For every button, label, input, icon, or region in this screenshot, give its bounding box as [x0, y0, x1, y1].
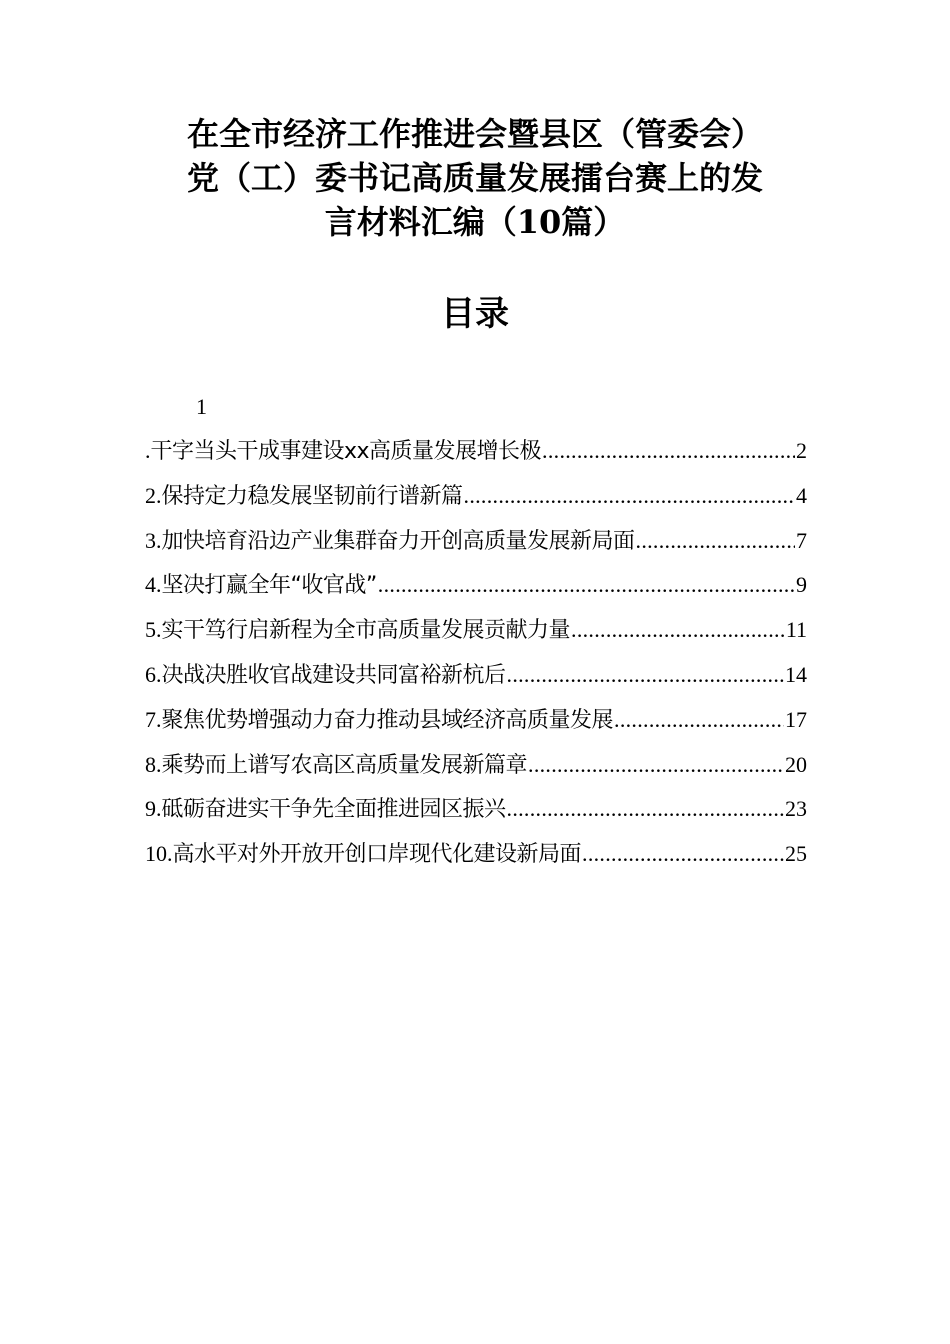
toc-heading: 目录 — [441, 294, 509, 334]
toc-entry-number: 10. — [145, 841, 173, 867]
toc-entry-page: 7 — [796, 527, 807, 553]
toc-entry[interactable] — [145, 613, 807, 658]
toc-entry-title: 坚决打赢全年“收官战” — [161, 573, 377, 599]
toc-entry-number: 7. — [145, 706, 162, 732]
toc-entry-page: 14 — [785, 661, 807, 687]
toc-entry-title: 砥砺奋进实干争先全面推进园区振兴 — [161, 797, 506, 823]
toc-entry-number: 8. — [145, 751, 162, 777]
toc-leader-dots — [614, 703, 784, 737]
stray-number: 1 — [196, 394, 207, 419]
toc-entry[interactable] — [145, 434, 807, 479]
toc-leader-dots — [582, 837, 784, 871]
toc-entry-page: 4 — [796, 482, 807, 508]
toc-entry[interactable] — [145, 703, 807, 748]
toc-entry-title: 干字当头干成事建设xx高质量发展增长极 — [150, 439, 542, 464]
toc-entry-number: 5. — [145, 617, 162, 643]
toc-entry-title: 聚焦优势增强动力奋力推动县域经济高质量发展 — [161, 707, 614, 733]
toc-entry-number: . — [145, 438, 151, 463]
toc-entry[interactable] — [145, 524, 807, 569]
toc-entry-page: 20 — [785, 751, 807, 777]
title-line-1: 在全市经济工作推进会暨县区（管委会） — [186, 115, 763, 153]
toc-entry[interactable] — [145, 748, 807, 793]
toc-leader-dots — [542, 434, 795, 468]
toc-entry[interactable] — [145, 479, 807, 524]
toc-entry-title: 乘势而上谱写农高区高质量发展新篇章 — [161, 752, 528, 778]
toc-entry-page: 9 — [796, 572, 807, 598]
toc-entry-number: 3. — [145, 527, 162, 553]
toc-leader-dots — [507, 658, 784, 692]
toc-leader-dots — [636, 524, 795, 558]
toc-entry-number: 4. — [145, 572, 162, 598]
toc-entry[interactable] — [145, 792, 807, 837]
title-line-3: 言材料汇编（10篇） — [324, 203, 626, 241]
toc-entry-number: 6. — [145, 661, 162, 687]
toc-leader-dots — [507, 792, 784, 826]
toc-entry[interactable] — [145, 837, 807, 882]
toc-entry-number: 9. — [145, 796, 162, 822]
document-title — [145, 112, 805, 244]
toc-leader-dots — [464, 479, 795, 513]
table-of-contents — [145, 434, 807, 882]
toc-entry-title: 高水平对外开放开创口岸现代化建设新局面 — [172, 842, 582, 868]
toc-entry-title: 加快培育沿边产业集群奋力开创高质量发展新局面 — [161, 528, 635, 554]
toc-entry-page: 11 — [785, 617, 807, 643]
toc-entry-title: 保持定力稳发展坚韧前行谱新篇 — [161, 483, 463, 509]
toc-leader-dots — [571, 613, 785, 647]
toc-entry-page: 17 — [785, 706, 807, 732]
toc-entry-page: 25 — [785, 841, 807, 867]
toc-entry-number: 2. — [145, 482, 162, 508]
toc-entry-title: 实干笃行启新程为全市高质量发展贡献力量 — [161, 618, 571, 644]
toc-entry-title: 决战决胜收官战建设共同富裕新杭后 — [161, 662, 506, 688]
title-line-2: 党（工）委书记高质量发展擂台赛上的发 — [186, 159, 763, 197]
toc-leader-dots — [528, 748, 784, 782]
toc-entry-page: 23 — [785, 796, 807, 822]
toc-entry[interactable] — [145, 568, 807, 613]
toc-entry-page: 2 — [796, 438, 807, 463]
toc-leader-dots — [378, 568, 795, 602]
toc-entry[interactable] — [145, 658, 807, 703]
